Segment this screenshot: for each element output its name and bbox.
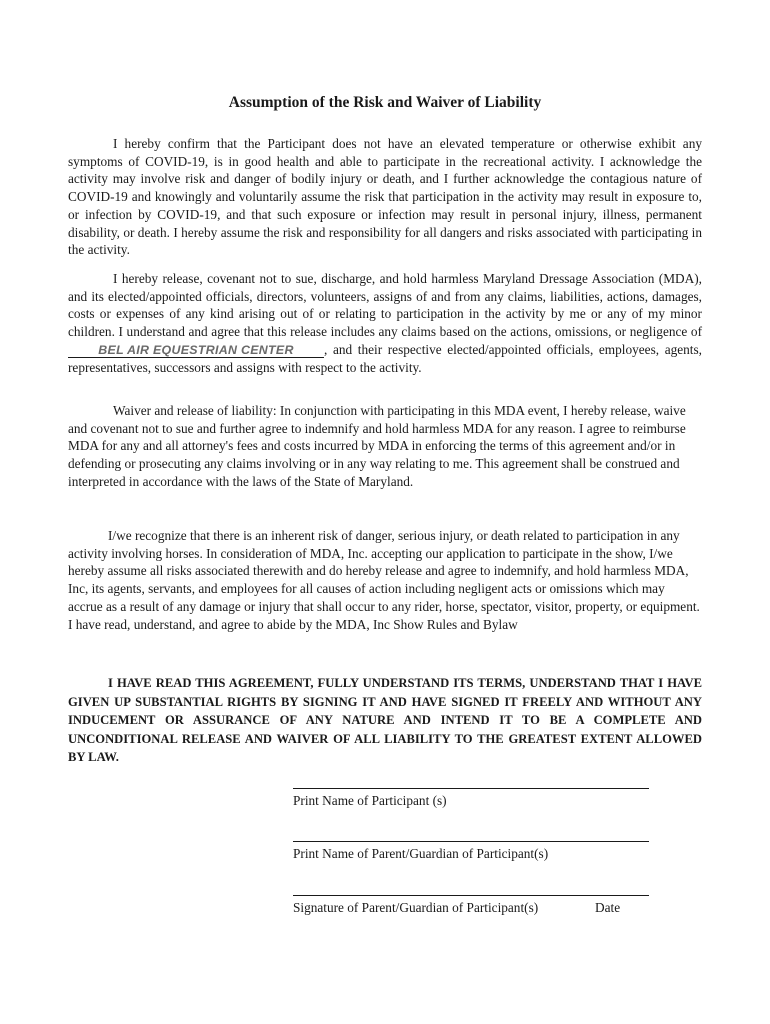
acknowledgement-paragraph: I HAVE READ THIS AGREEMENT, FULLY UNDERSTAND ITS TERMS, UNDERSTAND THAT I HAVE GIVEN UP SUBSTANTIAL RIGHTS BY SIGNING IT AND HAVE SIGNED IT FREELY AND WITHOUT ANY INDUCEMENT OR ASSURANCE OF ANY NATURE AND INTEND IT TO BE A COMPLETE AND UNCONDITIONAL RELEASE AND WAIVER OF ALL LIABILITY TO THE GREATEST EXTENT ALLOWED BY LAW. [68,676,702,764]
date-label: Date [595,900,621,915]
release-text-after: , and their respective elected/appointed officials, employees, agents, representatives, successors and assigns with respect to the activity. [68,341,702,375]
parent-name-label: Print Name of Parent/Guardian of Participant(s) [293,846,549,861]
document-title: Assumption of the Risk and Waiver of Liability [228,94,542,111]
parent-name-line[interactable] [293,841,649,842]
waiver-paragraph: Waiver and release of liability: In conjunction with participating in this MDA event, I hereby release, waive and covenant not to sue and further agree to indemnify and hold harmless MDA for any reason. I agree to reimburse MDA for any and all attorney's fees and costs incurred by MDA in enforcing the terms of this agreement and/or in defending or prosecuting any claims involving or in any way relating to me. This agreement shall be construed and interpreted in accordance with the laws of the State of Maryland. [68,403,686,489]
covid-paragraph: I hereby confirm that the Participant does not have an elevated temperature or otherwise exhibit any symptoms of COVID-19, is in good health and able to participate in the recreational activity. I acknowledge the activity may involve risk and danger of bodily injury or death, and I further acknowledge the contagious nature of COVID-19 and knowingly and voluntarily assume the risk that participation in the activity may result in exposure to, or infection by COVID-19, and that such exposure or infection may result in personal injury, illness, permanent disability, or death. I hereby assume the risk and responsibility for all dangers and risks associated with participating in the activity. [68,136,702,258]
signature-label: Signature of Parent/Guardian of Participant(s) [293,900,539,915]
release-paragraph [68,270,702,376]
signature-line[interactable] [293,895,649,896]
participant-name-line[interactable] [293,788,649,789]
horses-risk-paragraph: I/we recognize that there is an inherent risk of danger, serious injury, or death related to participation in any activity involving horses. In consideration of MDA, Inc. accepting our application to participate in the show, I/we hereby assume all risks associated therewith and do hereby release and agree to indemnify, and hold harmless MDA, Inc, its agents, servants, and employees for all causes of action including negligent acts or omissions which may accrue as a result of any damage or injury that shall occur to any rider, horse, spectator, visitor, property, or equipment. I have read, understand, and agree to abide by the MDA, Inc Show Rules and Bylaw [68,528,700,632]
participant-name-label: Print Name of Participant (s) [293,793,447,808]
release-text-before: I hereby release, covenant not to sue, discharge, and hold harmless Maryland Dressage Association (MDA), and its elected/appointed officials, directors, volunteers, assigns of and from any claims, liabilities, actions, damages, costs or expenses of any kind arising out of or relating to participation in the activity by me or any of my minor children. I understand and agree that this release includes any claims based on the actions, omissions, or negligence of [68,271,702,340]
facility-name-field[interactable]: BEL AIR EQUESTRIAN CENTER [68,343,324,358]
